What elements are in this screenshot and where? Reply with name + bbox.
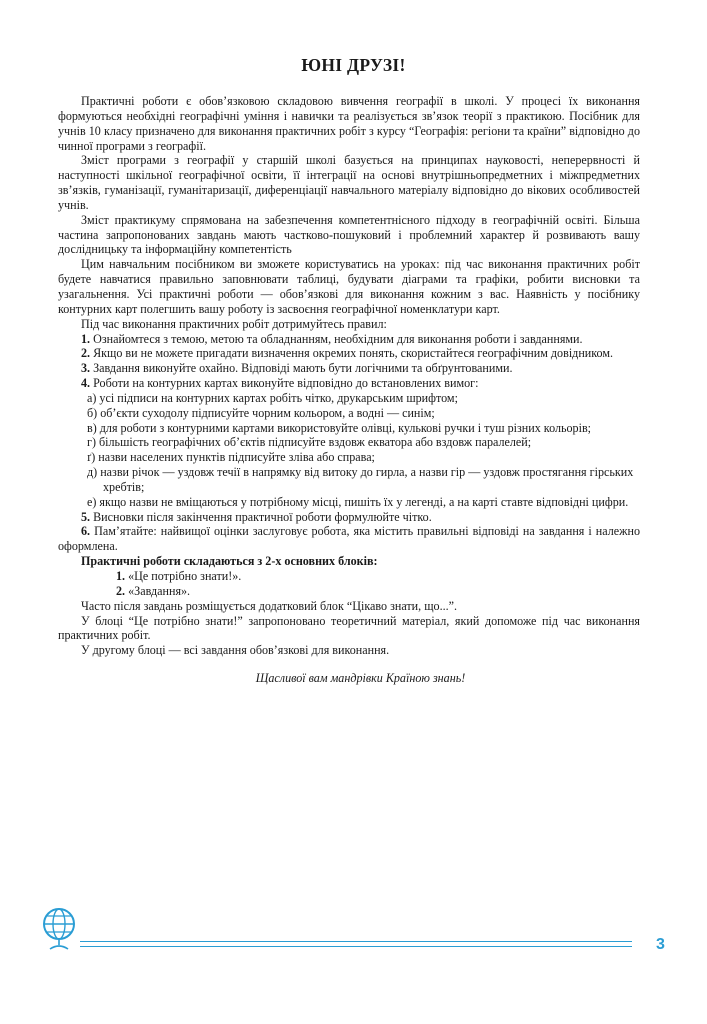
rule-number: 4.	[81, 376, 91, 391]
page-title: ЮНІ ДРУЗІ!	[301, 55, 406, 75]
rule-2	[58, 346, 640, 361]
rule-1	[58, 332, 640, 347]
rule-number: 5.	[81, 509, 91, 524]
rule-text: Роботи на контурних картах виконуйте відповідно до встановлених вимог:	[90, 376, 479, 391]
subrule-b: б) об’єкти суходолу підписуйте чорним кольором, а водні — синім;	[87, 405, 435, 420]
rule-text: Ознайомтеся з темою, метою та обладнанням, необхідним для виконання роботи і завданнями.	[90, 331, 583, 346]
rule-number: 6.	[81, 524, 91, 539]
block-text: «Це потрібно знати!».	[125, 569, 242, 583]
rule-number: 2.	[81, 346, 91, 361]
subrule-h: г) більшість географічних об’єктів підписуйте вздовж екватора або вздовж паралелей;	[87, 435, 532, 450]
tail-1: Часто після завдань розміщується додатковий блок “Цікаво знати, що...”.	[81, 598, 458, 613]
paragraph-1: Практичні роботи є обов’язковою складовою вивчення географії в школі. У процесі їх виконання формуються необхідні географічні уміння і навички та реалізується зв’язок теорії з практикою. Посібник для учнів 10 класу призначено для виконання практичних робіт з курсу “Географія: регіони та країни” відповідно до чинної програми з географії.	[58, 94, 640, 153]
rule-text: Якщо ви не можете пригадати визначення окремих понять, скористайтеся географічним довідником.	[90, 346, 614, 361]
footer-rule	[80, 941, 632, 942]
rule-text: Завдання виконуйте охайно. Відповіді мають бути логічними та обґрунтованими.	[90, 361, 513, 376]
globe-icon	[40, 905, 80, 951]
subrule-a: а) усі підписи на контурних картах робіть чітко, друкарським шрифтом;	[87, 390, 458, 405]
paragraph-2: Зміст програми з географії у старшій школі базується на принципах науковості, неперервності й наступності шкільної географічної освіти, її інтеграції на основі внутрішньопредметних і міжпредметних зв’язків, гуманізації, гуманітаризації, диференціації навчального матеріалу відповідно до вікових особливостей учнів.	[58, 153, 640, 212]
block-number: 1.	[116, 569, 126, 583]
footer-rule	[80, 946, 632, 947]
rule-3	[58, 361, 640, 376]
intro-text	[58, 94, 640, 686]
subrule-e: е) якщо назви не вміщаються у потрібному місці, пишіть їх у легенді, а на карті ставте відповідні цифри.	[87, 494, 629, 509]
paragraph-5: Під час виконання практичних робіт дотримуйтесь правил:	[81, 316, 387, 331]
block-2	[58, 584, 640, 599]
tail-2: У блоці “Це потрібно знати!” запропоновано теоретичний матеріал, який допоможе під час виконання практичних робіт.	[58, 613, 640, 643]
rule-6	[58, 524, 640, 554]
rule-text: Висновки після закінчення практичної роботи формулюйте чітко.	[90, 509, 432, 524]
rule-number: 3.	[81, 361, 91, 376]
block-1	[58, 569, 640, 584]
block-number: 2.	[116, 583, 126, 598]
rule-text: Пам’ятайте: найвищої оцінки заслуговує робота, яка містить правильні відповіді на завдання і належно оформлена.	[58, 524, 640, 554]
rule-number: 1.	[81, 331, 91, 346]
paragraph-3: Зміст практикуму спрямована на забезпечення компетентнісного підходу в географічній освіті. Більша частина запропонованих завдань мають частково-пошуковий і проблемний характер й розвивають вашу дослідницьку та інформаційну компетентість	[58, 212, 640, 257]
rule-4	[58, 376, 640, 391]
subrule-v: в) для роботи з контурними картами використовуйте олівці, кулькові ручки і туш різних кольорів;	[87, 420, 592, 435]
subrule-d: д) назви річок — уздовж течії в напрямку від витоку до гирла, а назви гір — уздовж простягання гірських хребтів;	[87, 465, 634, 494]
blocks-heading	[58, 554, 640, 569]
rule-5	[58, 510, 640, 525]
blocks-heading-text: Практичні роботи складаються з 2-х основних блоків:	[81, 554, 378, 569]
signoff: Щасливої вам мандрівки Країною знань!	[255, 671, 466, 686]
subrule-g: ґ) назви населених пунктів підписуйте зліва або справа;	[87, 450, 375, 465]
block-text: «Завдання».	[125, 583, 191, 598]
tail-3: У другому блоці — всі завдання обов’язкові для виконання.	[81, 643, 390, 658]
paragraph-4: Цим навчальним посібником ви зможете користуватись на уроках: під час виконання практичних робіт будете навчатися правильно заповнювати таблиці, будувати діаграми та графіки, робити висновки та узагальнення. Усі практичні роботи — обов’язкові для виконання кожним з вас. Наявність у посібнику контурних карт полегшить вашу роботу із засвоєння географічної номенклатури карт.	[58, 257, 640, 316]
page-number: 3	[656, 936, 665, 953]
